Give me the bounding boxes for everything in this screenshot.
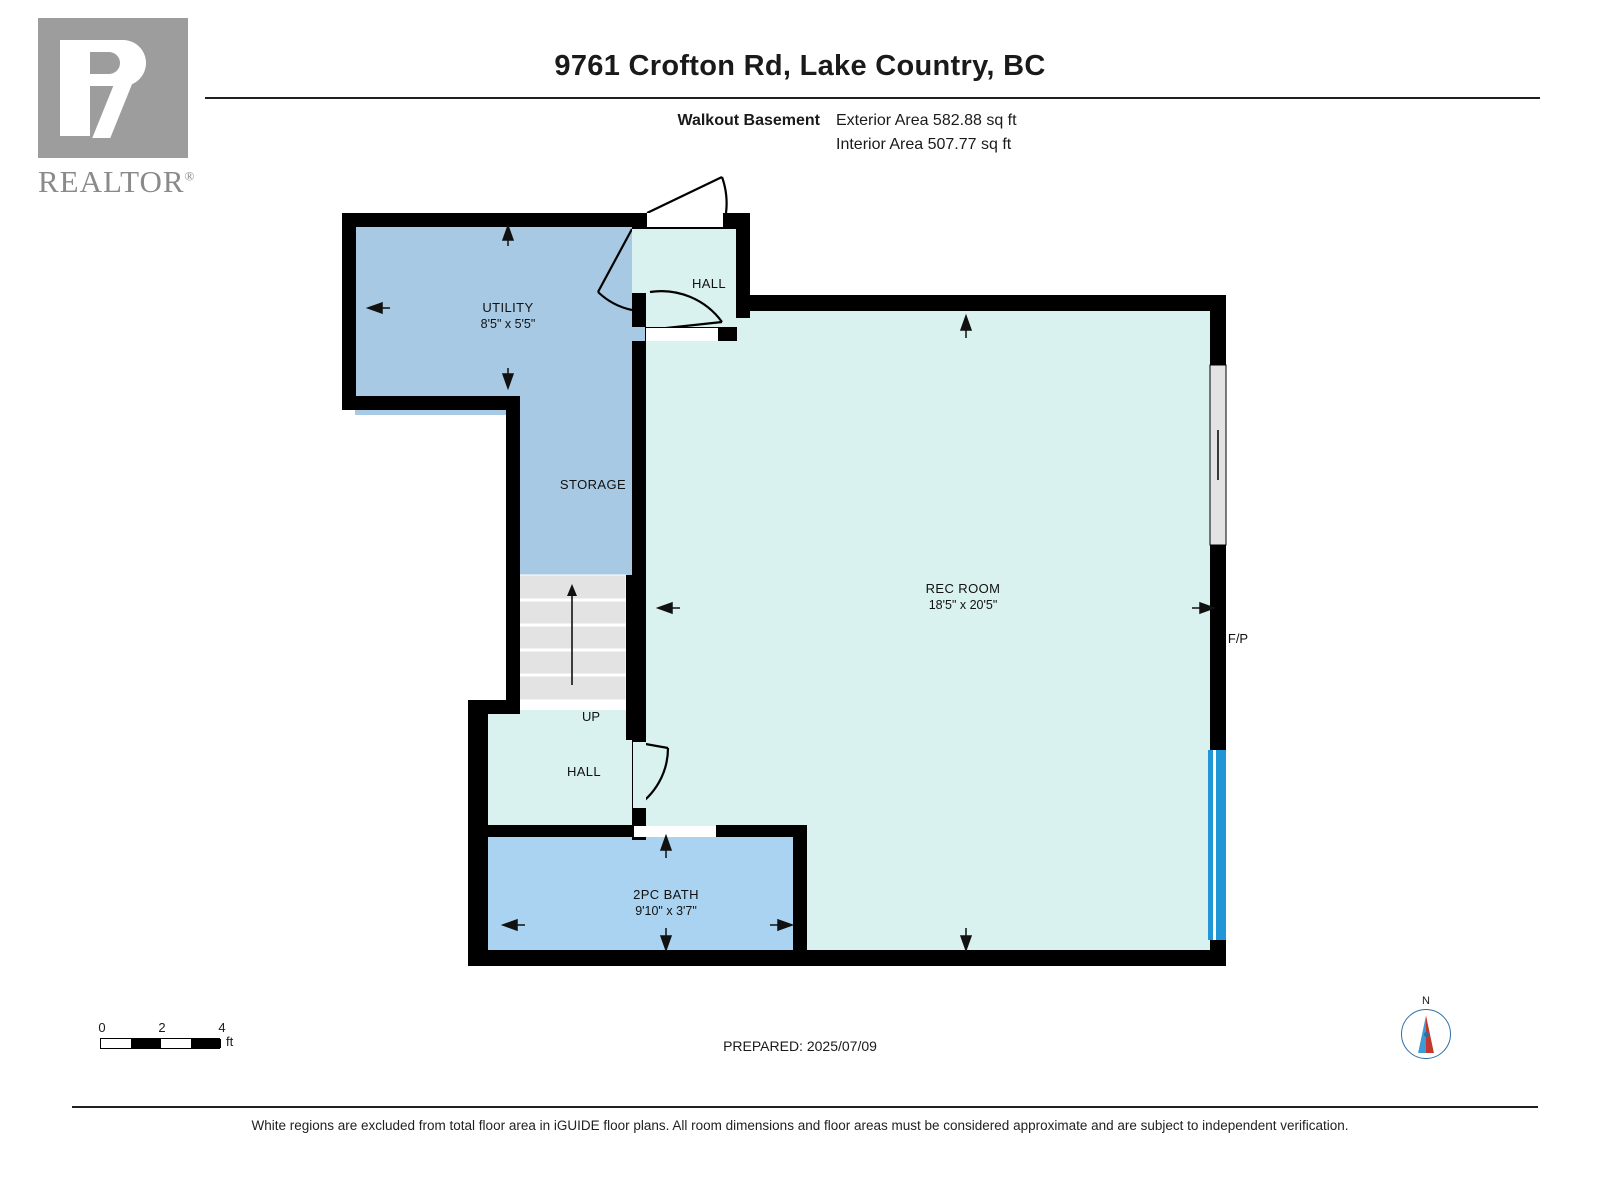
stairs-up [519,575,626,700]
exterior-area: Exterior Area 582.88 sq ft [836,112,1017,129]
room-label-hall-upper: HALL [691,276,727,291]
room-label-rec-room: REC ROOM 18'5" x 20'5" [925,581,1001,612]
room-label-hall-lower: HALL [566,764,602,779]
compass-needle-icon [1401,1009,1451,1059]
level-label: Walkout Basement [677,112,820,129]
footer-divider [72,1106,1538,1108]
stairs-up-label: UP [581,709,601,724]
compass-rose [1393,995,1459,1075]
fireplace-label: F/P [1227,631,1249,646]
realtor-word-text: REALTOR [38,164,185,199]
scale-tick-4: 4 [218,1020,226,1035]
scale-tick-2: 2 [158,1020,166,1035]
prepared-date: PREPARED: 2025/07/09 [723,1038,877,1054]
room-label-storage: STORAGE [559,477,627,492]
page-title: 9761 Crofton Rd, Lake Country, BC [554,50,1046,82]
scale-unit: ft [226,1034,234,1049]
room-label-bath: 2PC BATH 9'10" x 3'7" [633,887,699,918]
room-label-utility: UTILITY 8'5" x 5'5" [480,300,536,331]
interior-area: Interior Area 507.77 sq ft [836,136,1012,153]
compass-north-label: N [1422,995,1430,1007]
disclaimer-text: White regions are excluded from total floor area in iGUIDE floor plans. All room dimensions and floor areas must be considered approximate and are subject to independent verification. [251,1118,1349,1133]
registered-mark: ® [184,168,196,184]
scale-tick-0: 0 [98,1020,106,1035]
